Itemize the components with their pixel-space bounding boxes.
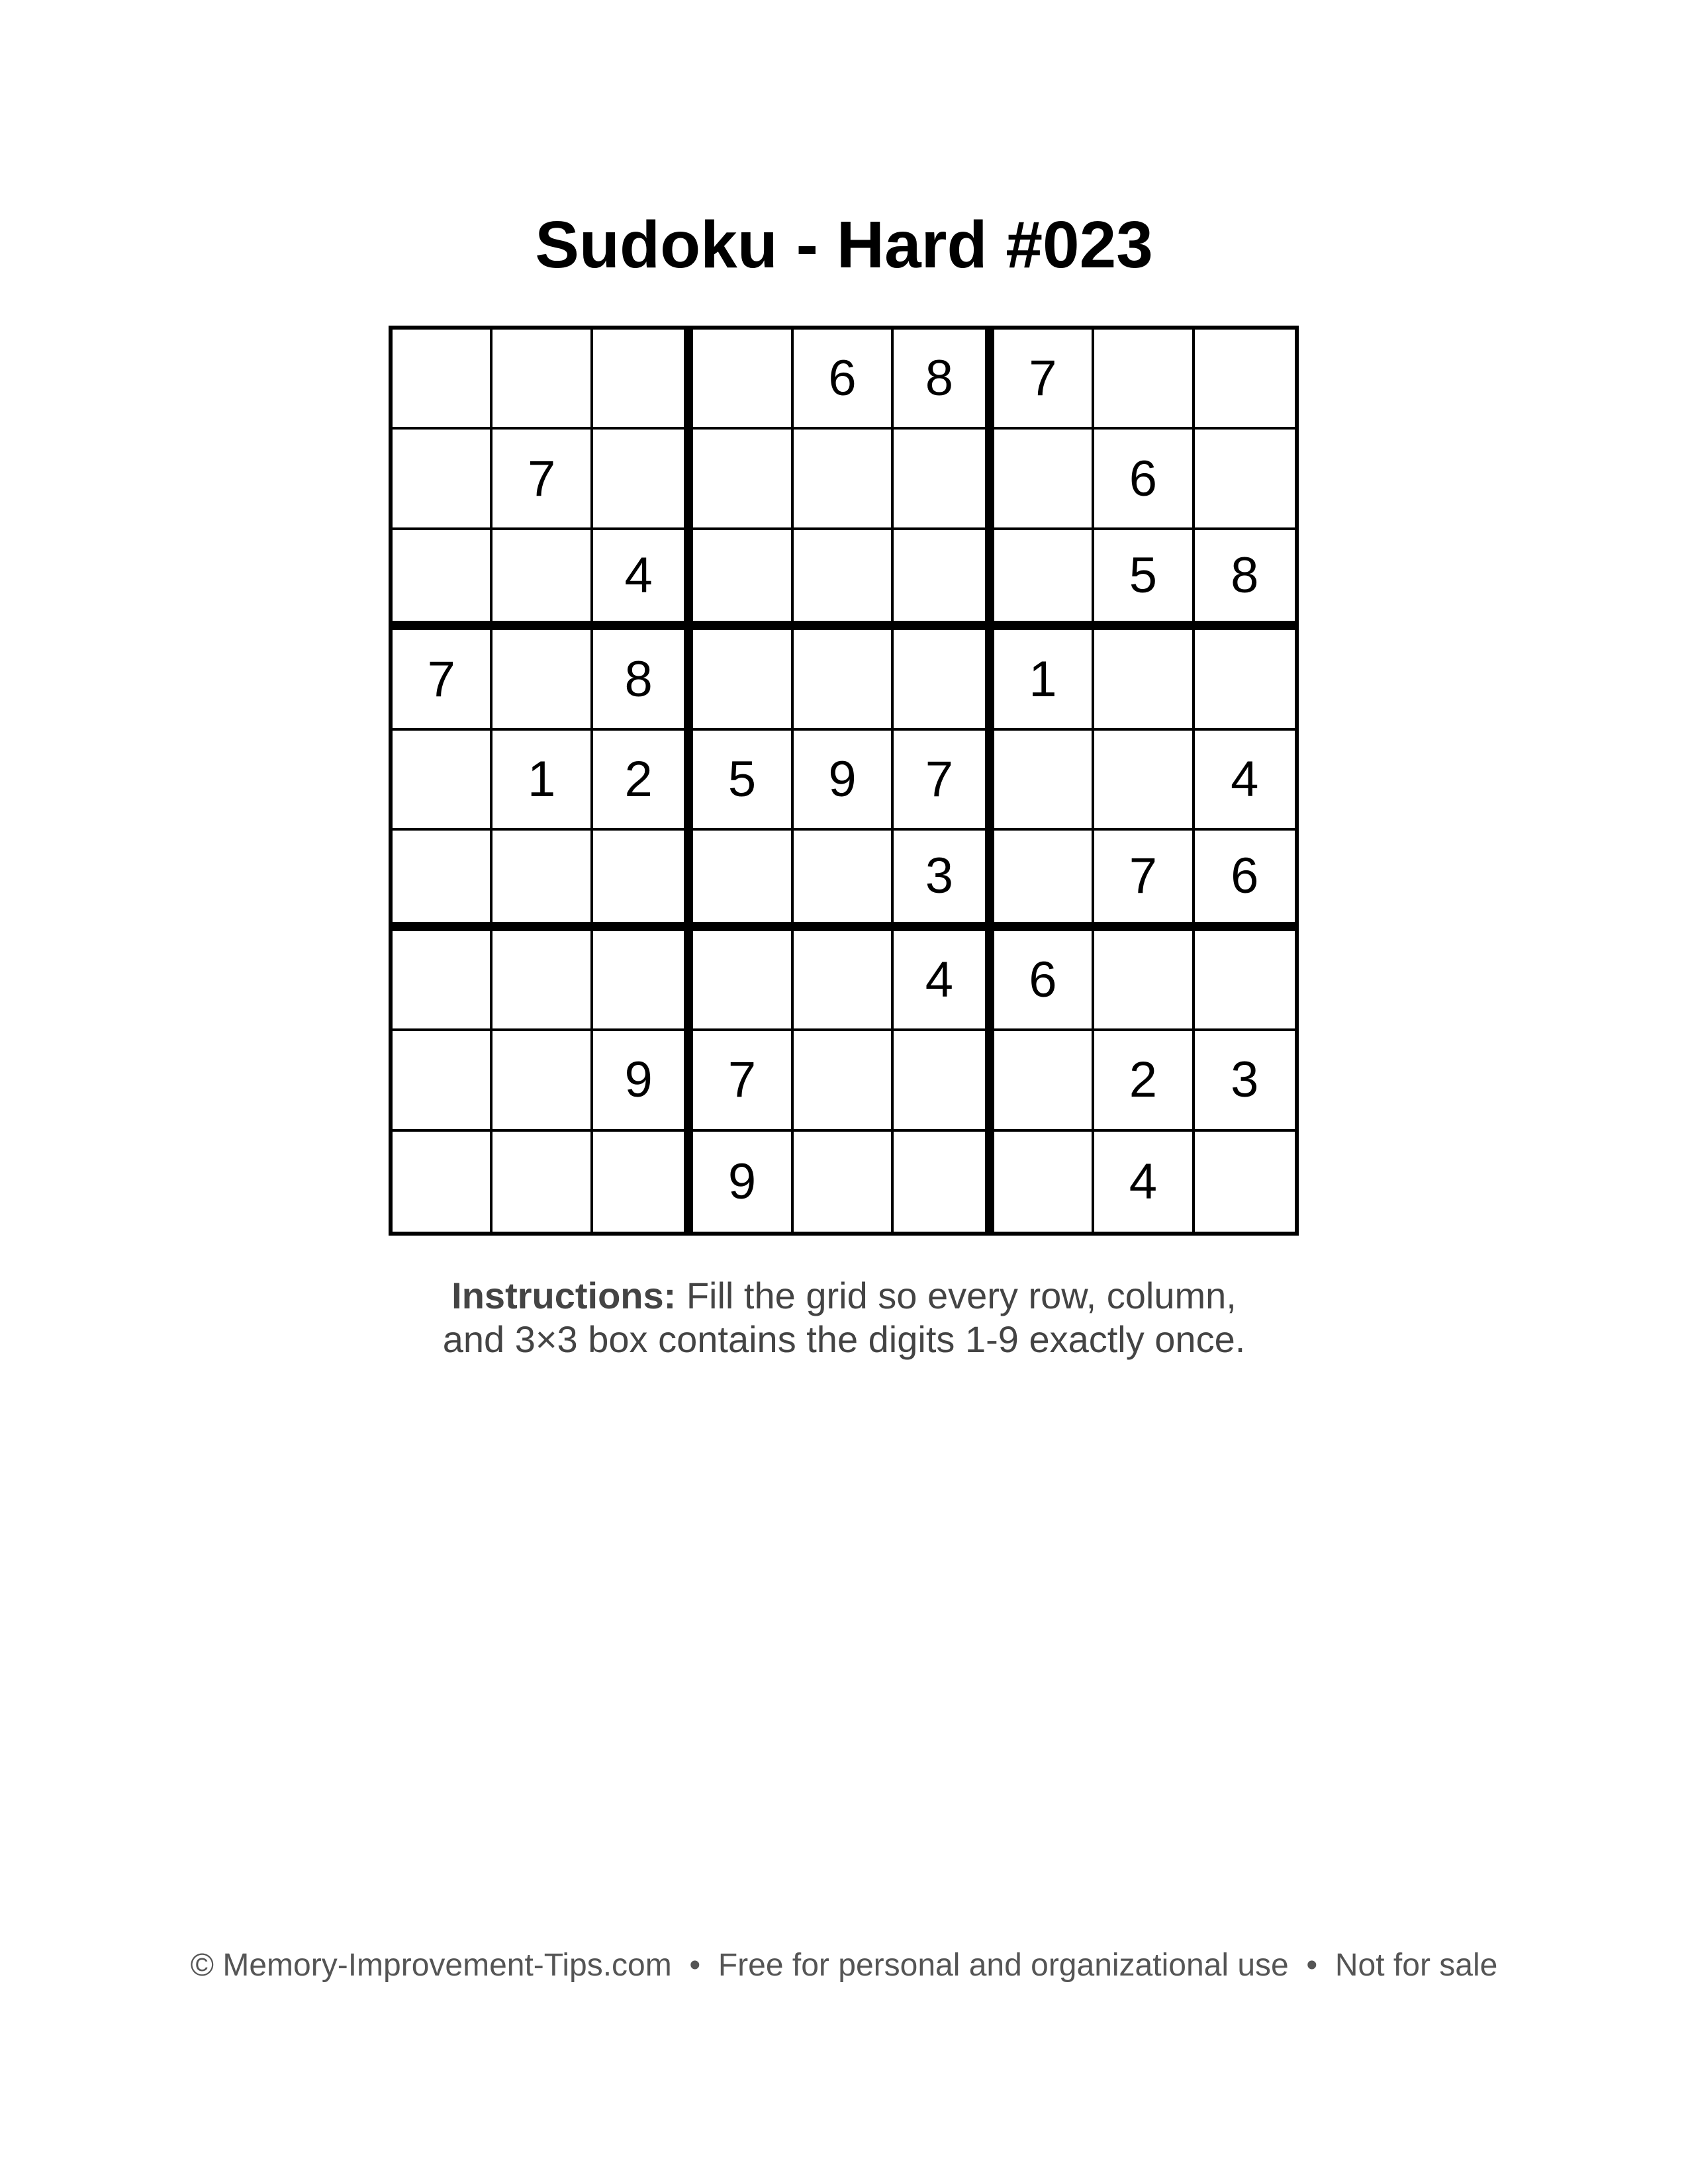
sudoku-cell-empty[interactable] xyxy=(894,1132,994,1232)
sudoku-cell-empty[interactable] xyxy=(994,731,1094,831)
sudoku-cell-empty[interactable] xyxy=(1195,330,1295,430)
sudoku-cell-empty[interactable] xyxy=(593,931,693,1031)
sudoku-cell-given: 4 xyxy=(1195,731,1295,831)
sudoku-cell-empty[interactable] xyxy=(492,530,592,630)
sudoku-cell-given: 9 xyxy=(794,731,894,831)
sudoku-cell-empty[interactable] xyxy=(593,831,693,931)
sudoku-cell-empty[interactable] xyxy=(492,630,592,730)
instructions-text-1: Fill the grid so every row, column, xyxy=(686,1275,1237,1316)
sudoku-cell-empty[interactable] xyxy=(693,530,793,630)
sudoku-cell-empty[interactable] xyxy=(693,931,793,1031)
sudoku-cell-empty[interactable] xyxy=(393,831,492,931)
sudoku-cell-given: 5 xyxy=(693,731,793,831)
sudoku-cell-empty[interactable] xyxy=(492,931,592,1031)
sudoku-cell-given: 6 xyxy=(1195,831,1295,931)
sudoku-cell-empty[interactable] xyxy=(393,530,492,630)
sudoku-cell-empty[interactable] xyxy=(693,630,793,730)
sudoku-cell-given: 1 xyxy=(492,731,592,831)
sudoku-cell-empty[interactable] xyxy=(794,530,894,630)
sudoku-cell-empty[interactable] xyxy=(794,931,894,1031)
sudoku-cell-given: 8 xyxy=(1195,530,1295,630)
sudoku-cell-empty[interactable] xyxy=(994,831,1094,931)
sudoku-cell-given: 8 xyxy=(593,630,693,730)
sudoku-grid xyxy=(389,326,1299,1236)
sudoku-cell-empty[interactable] xyxy=(794,1132,894,1232)
sudoku-cell-empty[interactable] xyxy=(693,330,793,430)
sudoku-cell-given: 4 xyxy=(1094,1132,1194,1232)
sudoku-cell-given: 9 xyxy=(693,1132,793,1232)
sudoku-cell-given: 5 xyxy=(1094,530,1194,630)
sudoku-cell-empty[interactable] xyxy=(894,630,994,730)
footer-separator: • xyxy=(689,1948,701,1983)
sudoku-cell-given: 4 xyxy=(894,931,994,1031)
sudoku-cell-empty[interactable] xyxy=(593,330,693,430)
sudoku-cell-empty[interactable] xyxy=(1195,430,1295,529)
sudoku-cell-empty[interactable] xyxy=(1094,731,1194,831)
instructions-text-2: and 3×3 box contains the digits 1-9 exactly once. xyxy=(442,1318,1246,1360)
sudoku-cell-given: 7 xyxy=(994,330,1094,430)
footer-separator: • xyxy=(1306,1948,1318,1983)
sudoku-cell-given: 6 xyxy=(994,931,1094,1031)
footer-usage: Free for personal and organizational use xyxy=(718,1948,1289,1983)
sudoku-cell-empty[interactable] xyxy=(794,430,894,529)
sudoku-cell-empty[interactable] xyxy=(894,1031,994,1131)
sudoku-cell-empty[interactable] xyxy=(994,1031,1094,1131)
sudoku-cell-given: 7 xyxy=(1094,831,1194,931)
sudoku-cell-empty[interactable] xyxy=(593,430,693,529)
sudoku-cell-empty[interactable] xyxy=(693,430,793,529)
sudoku-cell-empty[interactable] xyxy=(393,731,492,831)
sudoku-cell-empty[interactable] xyxy=(994,1132,1094,1232)
sudoku-cell-empty[interactable] xyxy=(894,430,994,529)
instructions xyxy=(0,1274,1688,1361)
sudoku-cell-empty[interactable] xyxy=(794,831,894,931)
sudoku-cell-empty[interactable] xyxy=(393,1031,492,1131)
sudoku-cell-given: 7 xyxy=(393,630,492,730)
sudoku-cell-given: 7 xyxy=(492,430,592,529)
sudoku-cell-empty[interactable] xyxy=(393,1132,492,1232)
sudoku-cell-given: 8 xyxy=(894,330,994,430)
sudoku-cell-empty[interactable] xyxy=(693,831,793,931)
sudoku-cell-given: 4 xyxy=(593,530,693,630)
footer xyxy=(0,1946,1688,1985)
sudoku-cell-empty[interactable] xyxy=(393,931,492,1031)
sudoku-cell-empty[interactable] xyxy=(994,430,1094,529)
sudoku-cell-empty[interactable] xyxy=(994,530,1094,630)
sudoku-cell-given: 1 xyxy=(994,630,1094,730)
sudoku-cell-empty[interactable] xyxy=(1195,1132,1295,1232)
sudoku-cell-given: 6 xyxy=(1094,430,1194,529)
sudoku-cell-empty[interactable] xyxy=(593,1132,693,1232)
sudoku-cell-empty[interactable] xyxy=(1195,931,1295,1031)
sudoku-cell-given: 7 xyxy=(894,731,994,831)
sudoku-cell-empty[interactable] xyxy=(393,330,492,430)
sudoku-cell-empty[interactable] xyxy=(1094,330,1194,430)
sudoku-cell-given: 9 xyxy=(593,1031,693,1131)
sudoku-cell-empty[interactable] xyxy=(393,430,492,529)
sudoku-cell-given: 6 xyxy=(794,330,894,430)
sudoku-cell-empty[interactable] xyxy=(492,1031,592,1131)
sudoku-cell-empty[interactable] xyxy=(794,630,894,730)
sudoku-cell-empty[interactable] xyxy=(1094,931,1194,1031)
page-title: Sudoku - Hard #023 xyxy=(535,208,1153,282)
sudoku-cell-given: 3 xyxy=(894,831,994,931)
sudoku-cell-empty[interactable] xyxy=(492,330,592,430)
sudoku-cell-given: 2 xyxy=(593,731,693,831)
sudoku-cell-empty[interactable] xyxy=(1094,630,1194,730)
sudoku-cell-empty[interactable] xyxy=(492,831,592,931)
sudoku-cell-empty[interactable] xyxy=(894,530,994,630)
footer-copyright: © Memory-Improvement-Tips.com xyxy=(190,1948,672,1983)
sudoku-cell-empty[interactable] xyxy=(794,1031,894,1131)
sudoku-cell-given: 3 xyxy=(1195,1031,1295,1131)
instructions-line-1 xyxy=(0,1274,1688,1318)
sudoku-cell-empty[interactable] xyxy=(1195,630,1295,730)
sudoku-cell-given: 7 xyxy=(693,1031,793,1131)
sudoku-cell-empty[interactable] xyxy=(492,1132,592,1232)
sudoku-cell-given: 2 xyxy=(1094,1031,1194,1131)
instructions-lead: Instructions: xyxy=(451,1275,677,1316)
footer-notice: Not for sale xyxy=(1335,1948,1498,1983)
